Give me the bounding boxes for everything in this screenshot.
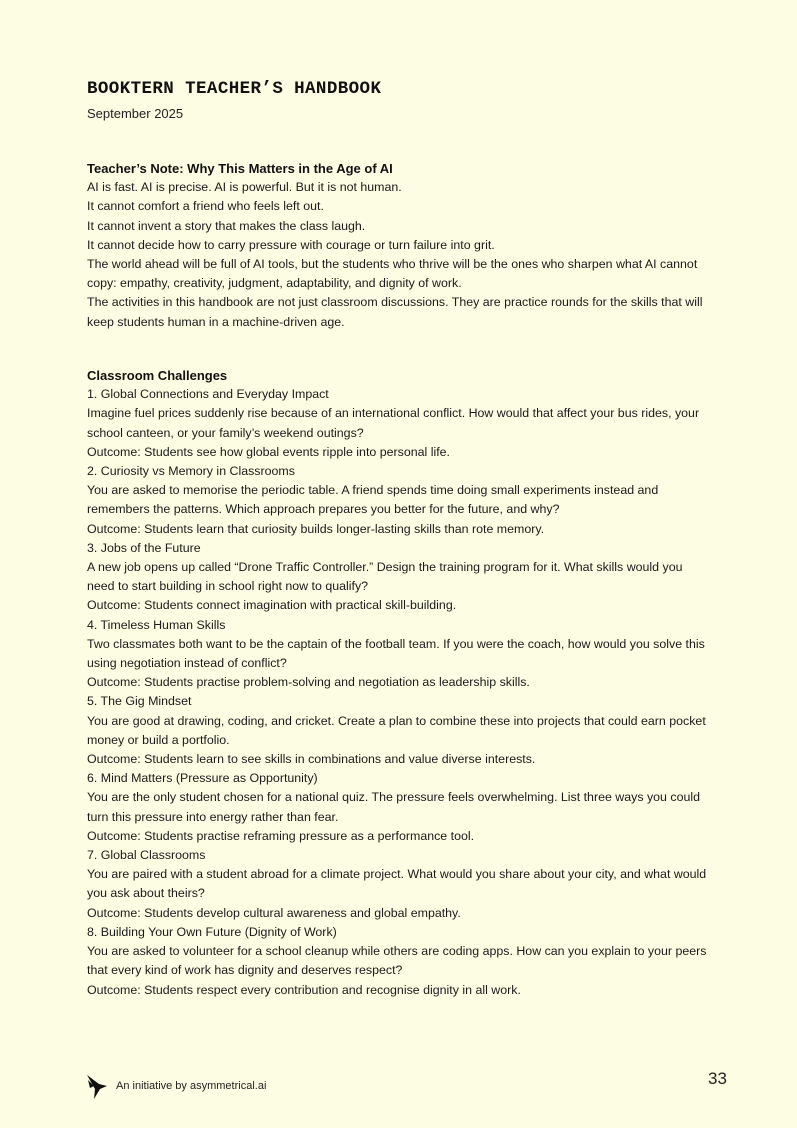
text-line: 2. Curiosity vs Memory in Classrooms <box>87 464 295 479</box>
text-line: 1. Global Connections and Everyday Impact <box>87 387 329 402</box>
text-line: Outcome: Students practise reframing pressure as a performance tool. <box>87 828 475 843</box>
footer-initiative-text: An initiative by asymmetrical.ai <box>116 1080 267 1092</box>
text-line: A new job opens up called “Drone Traffic Controller.” Design the training program for it. What skills would you <box>87 560 683 575</box>
text-line: remembers the patterns. Which approach prepares you better for the future, and why? <box>87 502 560 517</box>
text-line: money or build a portfolio. <box>87 732 230 747</box>
classroom-challenges-section <box>87 366 727 1000</box>
text-line: It cannot comfort a friend who feels left out. <box>87 199 324 214</box>
text-line: You are asked to memorise the periodic table. A friend spends time doing small experiments instead and <box>87 483 659 498</box>
text-line: Outcome: Students learn that curiosity builds longer-lasting skills than rote memory. <box>87 521 545 536</box>
text-line: copy: empathy, creativity, judgment, adaptability, and dignity of work. <box>87 276 462 291</box>
teacher-note-body <box>87 178 727 332</box>
text-line: school canteen, or your family’s weekend outings? <box>87 425 364 440</box>
text-line: Outcome: Students connect imagination with practical skill-building. <box>87 598 457 613</box>
page-number: 33 <box>708 1069 727 1088</box>
text-line: Imagine fuel prices suddenly rise because of an international conflict. How would that affect your bus rides, your <box>87 406 700 421</box>
text-line: turn this pressure into energy rather than fear. <box>87 809 339 824</box>
text-line: 7. Global Classrooms <box>87 848 206 863</box>
text-line: 8. Building Your Own Future (Dignity of Work) <box>87 924 337 939</box>
text-line: using negotiation instead of conflict? <box>87 656 287 671</box>
text-line: you ask about theirs? <box>87 886 205 901</box>
text-line: You are the only student chosen for a national quiz. The pressure feels overwhelming. List three ways you could <box>87 790 701 805</box>
text-line: It cannot decide how to carry pressure with courage or turn failure into grit. <box>87 237 495 252</box>
teacher-note-section <box>87 159 727 332</box>
text-line: The activities in this handbook are not just classroom discussions. They are practice rounds for the skills that will <box>87 295 703 310</box>
document-title: BOOKTERN TEACHER’S HANDBOOK <box>87 79 382 99</box>
text-line: keep students human in a machine-driven age. <box>87 314 345 329</box>
text-line: need to start building in school right now to qualify? <box>87 579 369 594</box>
text-line: Outcome: Students respect every contribution and recognise dignity in all work. <box>87 982 521 997</box>
teacher-note-heading: Teacher’s Note: Why This Matters in the Age of AI <box>87 161 393 176</box>
text-line: 6. Mind Matters (Pressure as Opportunity) <box>87 771 318 786</box>
text-line: 3. Jobs of the Future <box>87 540 201 555</box>
classroom-challenges-body <box>87 385 727 1000</box>
text-line: You are good at drawing, coding, and cricket. Create a plan to combine these into projects that could earn pocket <box>87 713 706 728</box>
text-line: The world ahead will be full of AI tools, but the students who thrive will be the ones who sharpen what AI cannot <box>87 257 698 272</box>
text-line: Outcome: Students see how global events ripple into personal life. <box>87 444 450 459</box>
text-line: that every kind of work has dignity and deserves respect? <box>87 963 403 978</box>
text-line: Outcome: Students practise problem-solving and negotiation as leadership skills. <box>87 675 530 690</box>
bird-logo-icon <box>86 1074 108 1100</box>
text-line: 5. The Gig Mindset <box>87 694 192 709</box>
text-line: Outcome: Students develop cultural awareness and global empathy. <box>87 905 461 920</box>
document-date: September 2025 <box>87 106 184 121</box>
text-line: You are asked to volunteer for a school cleanup while others are coding apps. How can you explain to your peers <box>87 944 707 959</box>
text-line: It cannot invent a story that makes the class laugh. <box>87 218 366 233</box>
text-line: You are paired with a student abroad for a climate project. What would you share about your city, and what would <box>87 867 707 882</box>
text-line: 4. Timeless Human Skills <box>87 617 226 632</box>
text-line: Two classmates both want to be the captain of the football team. If you were the coach, how would you solve this <box>87 636 705 651</box>
text-line: Outcome: Students learn to see skills in combinations and value diverse interests. <box>87 752 536 767</box>
classroom-challenges-heading: Classroom Challenges <box>87 368 228 383</box>
text-line: AI is fast. AI is precise. AI is powerful. But it is not human. <box>87 180 402 195</box>
